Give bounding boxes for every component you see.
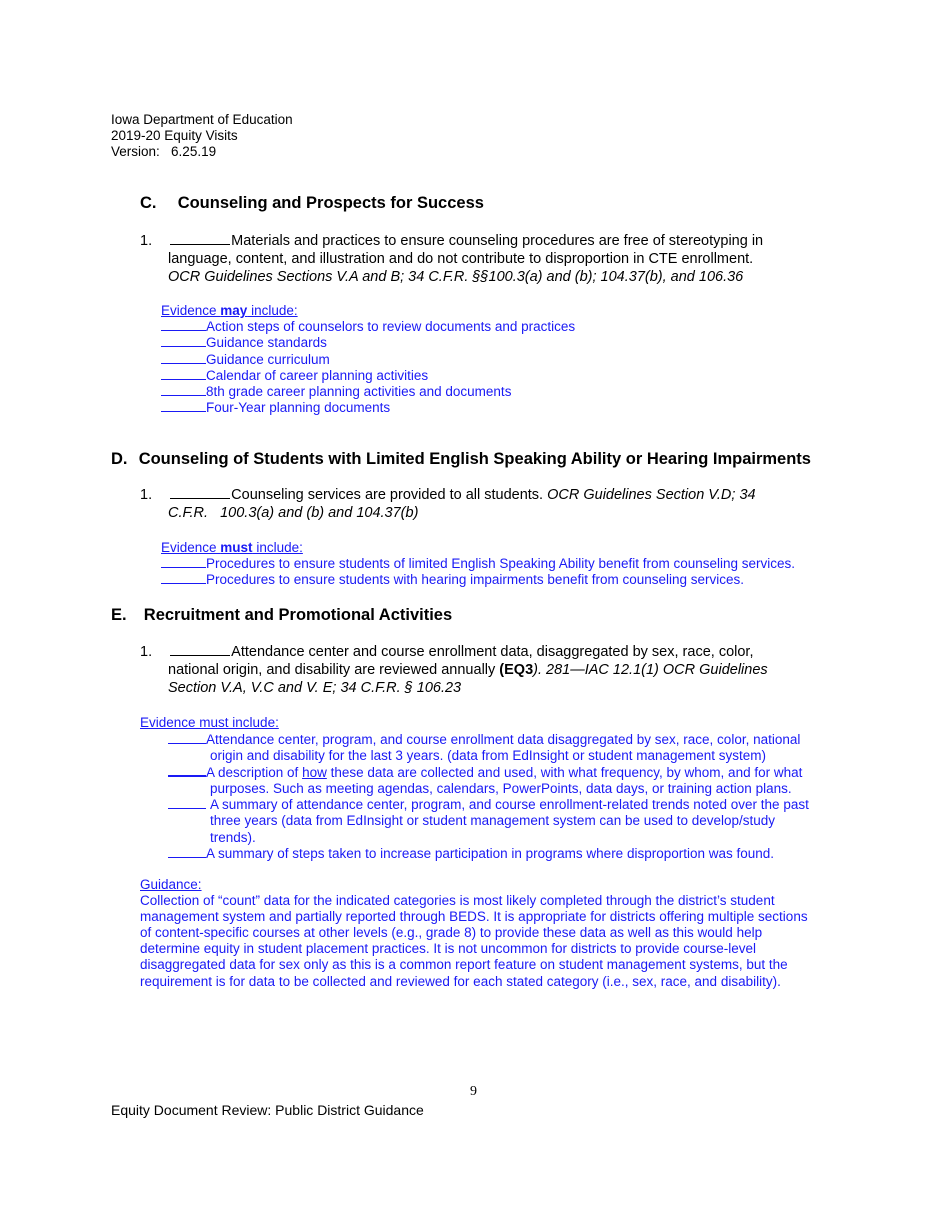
item-number: 1.	[140, 233, 153, 249]
evidence-item: Four-Year planning documents	[161, 400, 575, 416]
section-c-heading	[140, 194, 484, 213]
header-visit: 2019-20 Equity Visits	[111, 128, 238, 144]
guidance-line: requirement is for data to be collected and reviewed for each stated category (i.e., sex, race, and disability).	[140, 973, 781, 989]
guidance-line: determine equity in student placement practices. It is not uncommon for districts to provide course-level	[140, 941, 757, 957]
item-number: 1.	[140, 487, 153, 503]
section-e-evidence: Attendance center, program, and course enrollment data disaggregated by sex, race, color, national origin and disability for the last 3 years. (data from EdInsight or student management system) A description of how these data are collected and used, with what frequency, by whom, and for what purposes. Such as meeting agendas, calendars, PowerPoints, data days, or training action plans. A summary of attendance center, program, and course enrollment-related trends noted over the past three years (data from EdInsight or student management system can be used to develop/study trends). A summary of steps taken to increase participation in programs where disproportion was found.	[168, 732, 809, 862]
guidance-block	[140, 877, 808, 990]
guidance-line: Collection of “count” data for the indicated categories is most likely completed through the district’s student	[140, 893, 775, 909]
section-c-title: Counseling and Prospects for Success	[177, 194, 484, 212]
page-number: 9	[470, 1084, 477, 1099]
section-e-item-1: 1. Attendance center and course enrollment data, disaggregated by sex, race, color, national origin, and disability are reviewed annually (EQ3). 281—IAC 12.1(1) OCR Guidelines Section V.A, V.C and V. E; 34 C.F.R. § 106.23	[140, 644, 768, 696]
section-d-letter: D.	[111, 450, 128, 468]
evidence-item: A summary of steps taken to increase participation in programs where disproportion was found.	[168, 846, 809, 862]
section-e-letter: E.	[111, 606, 127, 624]
section-c-item-1: 1. Materials and practices to ensure counseling procedures are free of stereotyping in language, content, and illustration and do not contribute to disproportion in CTE enrollment. OCR Guidelines Sections V.A and B; 34 C.F.R. §§100.3(a) and (b); 104.37(b), and 106.36	[140, 233, 764, 285]
evidence-label: Evidence may include:	[161, 303, 298, 318]
footer-title: Equity Document Review: Public District Guidance	[111, 1102, 424, 1118]
doc-header	[111, 112, 293, 161]
evidence-item: A summary of attendance center, program, and course enrollment-related trends noted over the past	[168, 797, 809, 813]
evidence-item: Calendar of career planning activities	[161, 368, 575, 384]
guidance-label: Guidance:	[140, 877, 202, 892]
evidence-item: Procedures to ensure students of limited English Speaking Ability benefit from counseling services.	[161, 556, 795, 572]
evidence-item: Action steps of counselors to review documents and practices	[161, 319, 575, 335]
section-e-evidence-label: Evidence must include:	[140, 715, 279, 730]
header-version: Version: 6.25.19	[111, 144, 217, 160]
evidence-item: A description of how these data are collected and used, with what frequency, by whom, and for what	[168, 764, 809, 781]
evidence-item: 8th grade career planning activities and documents	[161, 384, 575, 400]
section-e-title: Recruitment and Promotional Activities	[143, 606, 453, 624]
evidence-item: Attendance center, program, and course enrollment data disaggregated by sex, race, color, national	[168, 732, 809, 748]
section-d-heading	[111, 450, 811, 469]
checkbox-blank-line	[170, 232, 230, 245]
header-org: Iowa Department of Education	[111, 112, 293, 127]
section-e-heading	[111, 606, 452, 625]
section-c-evidence	[161, 303, 575, 416]
evidence-item: Guidance standards	[161, 335, 575, 351]
section-d-title: Counseling of Students with Limited English Speaking Ability or Hearing Impairments	[138, 450, 811, 468]
evidence-label: Evidence must include:	[161, 540, 303, 555]
guidance-line: of content-specific courses at other levels (e.g., grade 8) to provide these data as well as this would help	[140, 925, 763, 941]
section-d-item-1: 1. Counseling services are provided to all students. OCR Guidelines Section V.D; 34 C.F.R. 100.3(a) and (b) and 104.37(b)	[140, 487, 756, 521]
checkbox-blank-line	[170, 643, 230, 656]
guidance-line: management system and partially reported through BEDS. It is appropriate for districts offering multiple sections	[140, 909, 808, 925]
checkbox-blank-line	[170, 486, 230, 499]
evidence-item: Procedures to ensure students with hearing impairments benefit from counseling services.	[161, 572, 795, 588]
evidence-item: Guidance curriculum	[161, 352, 575, 368]
section-d-evidence	[161, 540, 795, 589]
guidance-line: disaggregated data for sex only as this is a common report feature on student management systems, but the	[140, 957, 788, 973]
section-c-letter: C.	[140, 194, 157, 212]
item-number: 1.	[140, 644, 153, 660]
